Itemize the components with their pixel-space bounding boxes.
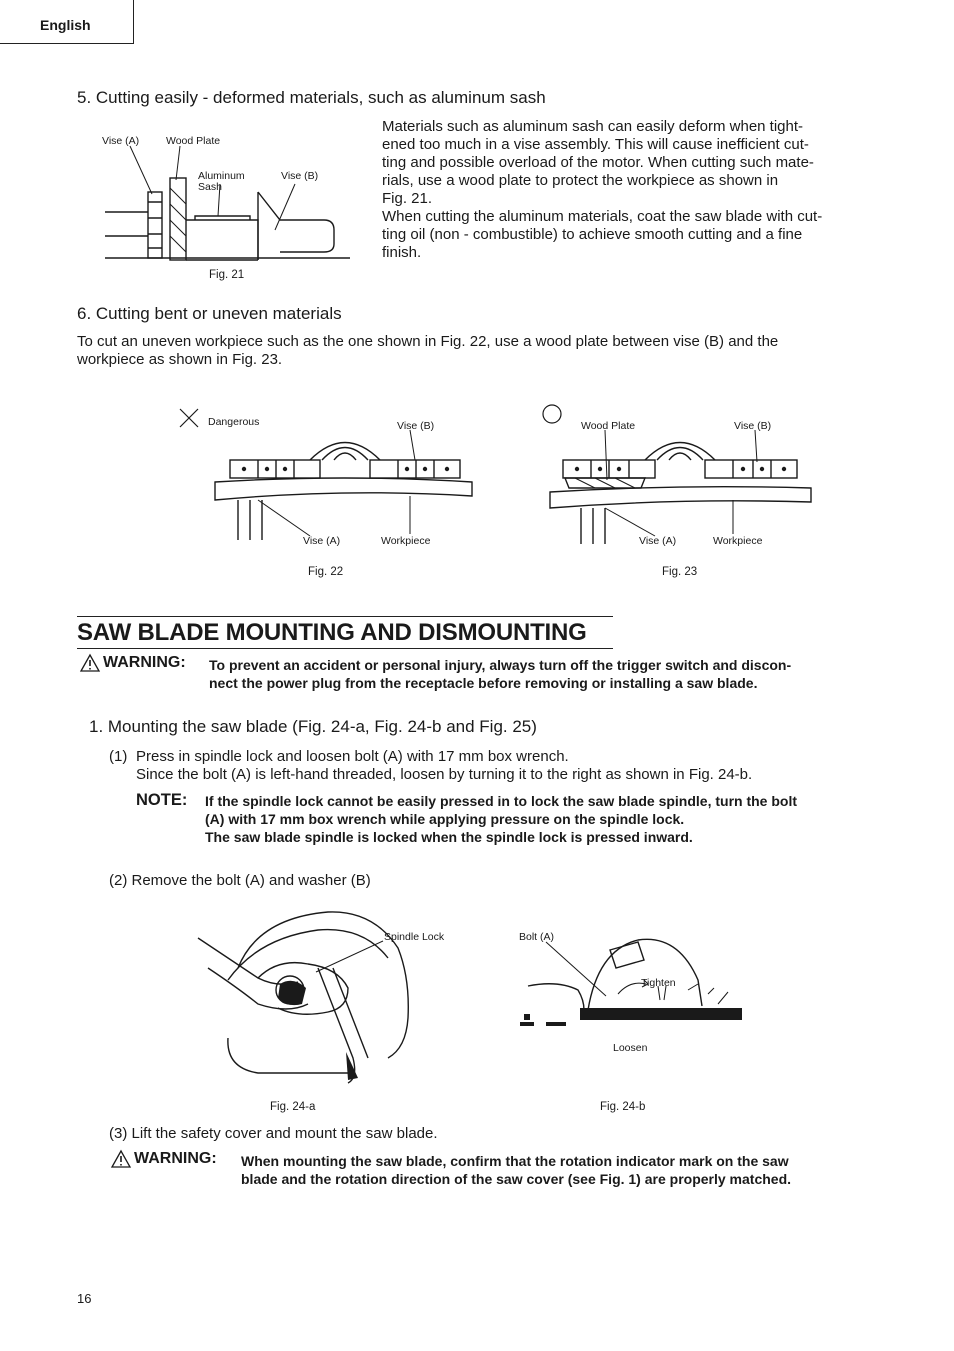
section5-line: ened too much in a vise assembly. This will cause inefficient cut- <box>382 136 809 153</box>
section5-line: ting oil (non - combustible) to achieve smooth cutting and a fine <box>382 226 803 243</box>
fig22-label-vise-b: Vise (B) <box>397 420 435 432</box>
page-number: 16 <box>77 1291 92 1306</box>
fig23-caption: Fig. 23 <box>662 566 698 578</box>
fig22-caption: Fig. 22 <box>308 566 344 578</box>
warning2-line2: blade and the rotation direction of the saw cover (see Fig. 1) are properly matched. <box>241 1171 792 1187</box>
section5-title: 5. Cutting easily - deformed materials, such as aluminum sash <box>77 88 546 107</box>
sub3-text: (3) Lift the safety cover and mount the saw blade. <box>109 1125 438 1142</box>
fig23-label-vise-b: Vise (B) <box>734 420 772 432</box>
fig21-drawing <box>100 140 360 270</box>
warning-triangle-icon <box>80 654 100 672</box>
warning1-label: WARNING: <box>103 654 186 671</box>
fig21-label-sash: Sash <box>198 181 222 193</box>
section5-line: Materials such as aluminum sash can easily deform when tight- <box>382 118 804 135</box>
fig24b-label-bolt-a: Bolt (A) <box>519 931 555 943</box>
fig24b-drawing <box>518 930 748 1040</box>
fig21-label-aluminum: Aluminum <box>198 170 245 182</box>
note-line2: (A) with 17 mm box wrench while applying pressure on the spindle lock. <box>205 811 685 827</box>
fig23-drawing <box>545 430 820 545</box>
dangerous-cross-icon <box>179 408 199 428</box>
fig24b-caption: Fig. 24-b <box>600 1101 646 1113</box>
fig21-caption: Fig. 21 <box>209 269 245 281</box>
fig22-label-dangerous: Dangerous <box>208 416 260 428</box>
warning-triangle-icon <box>111 1150 131 1168</box>
saw-blade-section-title: SAW BLADE MOUNTING AND DISMOUNTING <box>77 616 613 649</box>
sub1-line2: Since the bolt (A) is left-hand threaded, loosen by turning it to the right as shown in Fig. 24-b. <box>136 766 753 783</box>
warning2-line1: When mounting the saw blade, confirm that the rotation indicator mark on the saw <box>241 1153 789 1169</box>
note-line3: The saw blade spindle is locked when the spindle lock is pressed inward. <box>205 829 693 845</box>
warning1-line2: nect the power plug from the receptacle before removing or installing a saw blade. <box>209 675 758 691</box>
section6-title: 6. Cutting bent or uneven materials <box>77 304 342 323</box>
fig24a-label-spindle-lock: Spindle Lock <box>384 931 445 943</box>
sub1-number: (1) <box>109 748 128 765</box>
correct-circle-icon <box>542 404 562 424</box>
language-label: English <box>40 17 91 33</box>
fig21-label-vise-b: Vise (B) <box>281 170 319 182</box>
fig22-label-vise-a: Vise (A) <box>303 535 341 547</box>
fig23-label-workpiece: Workpiece <box>713 535 763 547</box>
fig22-label-workpiece: Workpiece <box>381 535 431 547</box>
fig24b-label-loosen: Loosen <box>613 1042 648 1054</box>
section5-line: finish. <box>382 244 422 261</box>
sub1-line1: Press in spindle lock and loosen bolt (A) with 17 mm box wrench. <box>136 748 569 765</box>
warning2-label: WARNING: <box>134 1150 217 1167</box>
warning1-line1: To prevent an accident or personal injury, always turn off the trigger switch and discon- <box>209 657 792 673</box>
section6-line: To cut an uneven workpiece such as the one shown in Fig. 22, use a wood plate between vise (B) and the <box>77 333 779 350</box>
section5-line: Fig. 21. <box>382 190 433 207</box>
fig23-label-vise-a: Vise (A) <box>639 535 677 547</box>
step1-title: 1. Mounting the saw blade (Fig. 24-a, Fig. 24-b and Fig. 25) <box>89 717 537 736</box>
fig24a-caption: Fig. 24-a <box>270 1101 316 1113</box>
note-label: NOTE: <box>136 791 188 809</box>
fig21-label-vise-a: Vise (A) <box>102 135 140 147</box>
note-line1: If the spindle lock cannot be easily pressed in to lock the saw blade spindle, turn the bolt <box>205 793 798 809</box>
sub2-text: (2) Remove the bolt (A) and washer (B) <box>109 872 371 889</box>
fig21-label-wood-plate: Wood Plate <box>166 135 221 147</box>
section5-line: When cutting the aluminum materials, coat the saw blade with cut- <box>382 208 823 225</box>
section6-paragraph <box>77 333 877 369</box>
fig22-drawing <box>210 430 480 545</box>
fig24b-label-tighten: Tighten <box>641 977 676 989</box>
section6-line: workpiece as shown in Fig. 23. <box>77 351 283 368</box>
section5-paragraph <box>382 118 877 262</box>
fig23-label-wood-plate: Wood Plate <box>581 420 636 432</box>
section5-line: ting and possible overload of the motor. When cutting such mate- <box>382 154 814 171</box>
language-tab <box>0 0 134 44</box>
section5-line: rials, use a wood plate to protect the workpiece as shown in <box>382 172 779 189</box>
